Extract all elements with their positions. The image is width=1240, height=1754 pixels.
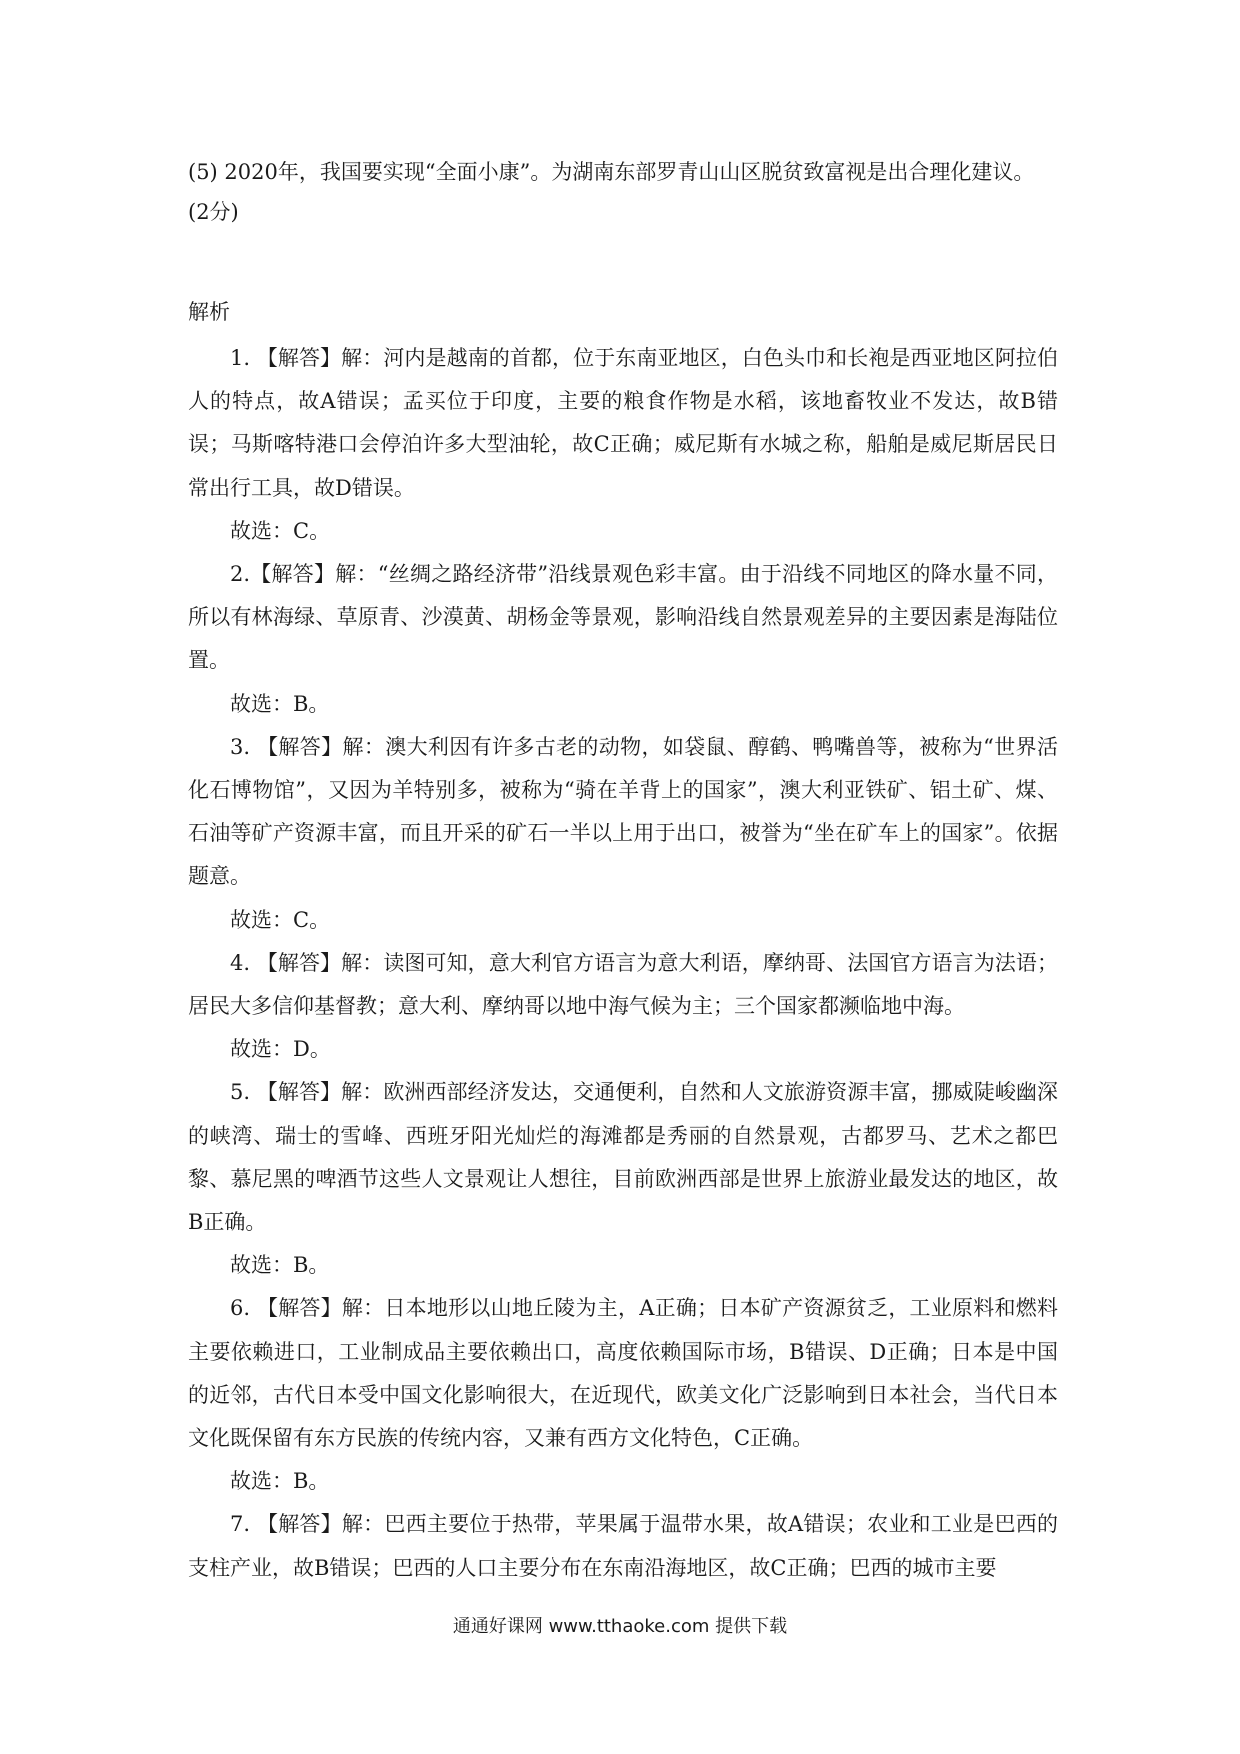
question-5-line-2: (2分) — [188, 200, 239, 224]
question-5-line-1: (5) 2020年，我国要实现“全面小康”。为湖南东部罗青山山区脱贫致富视是出合理化建议。 — [188, 160, 1035, 184]
answer-1: 1. 【解答】解：河内是越南的首都，位于东南亚地区，白色头巾和长袍是西亚地区阿拉伯人的特点，故A错误；孟买位于印度，主要的粮食作物是水稻，该地畜牧业不发达，故B错误；马斯喀特港口会停泊许多大型油轮，故C正确；威尼斯有水城之称，船舶是威尼斯居民日常出行工具，故D错误。 — [188, 346, 1058, 500]
page-footer: 通通好课网 www.tthaoke.com 提供下载 — [452, 1616, 788, 1637]
answer-3-result: 故选：C。 — [230, 907, 331, 932]
answer-4: 4. 【解答】解：读图可知，意大利官方语言为意大利语，摩纳哥、法国官方语言为法语；居民大多信仰基督教；意大利、摩纳哥以地中海气候为主；三个国家都濒临地中海。 — [188, 950, 1058, 1019]
answer-5: 5. 【解答】解：欧洲西部经济发达，交通便利，自然和人文旅游资源丰富，挪威陡峻幽深的峡湾、瑞士的雪峰、西班牙阳光灿烂的海滩都是秀丽的自然景观，古都罗马、艺术之都巴黎、慕尼黑的啤酒节这些人文景观让人想往，目前欧洲西部是世界上旅游业最发达的地区，故B正确。 — [188, 1080, 1058, 1235]
answer-2: 2.【解答】解：“丝绸之路经济带”沿线景观色彩丰富。由于沿线不同地区的降水量不同，所以有林海绿、草原青、沙漠黄、胡杨金等景观，影响沿线自然景观差异的主要因素是海陆位置。 — [188, 562, 1058, 673]
question-5 — [188, 152, 1068, 232]
answer-1-result: 故选：C。 — [230, 518, 331, 543]
analysis-heading: 解析 — [188, 300, 230, 324]
answer-3: 3. 【解答】解：澳大利因有许多古老的动物，如袋鼠、醇鹤、鸭嘴兽等，被称为“世界活化石博物馆”，又因为羊特别多，被称为“骑在羊背上的国家”，澳大利亚铁矿、铝土矿、煤、石油等矿产资源丰富，而且开采的矿石一半以上用于出口，被誉为“坐在矿车上的国家”。依据题意。 — [188, 734, 1058, 889]
answer-7: 7. 【解答】解：巴西主要位于热带，苹果属于温带水果，故A错误；农业和工业是巴西的支柱产业，故B错误；巴西的人口主要分布在东南沿海地区，故C正确；巴西的城市主要 — [188, 1512, 1058, 1580]
answer-6-result: 故选：B。 — [230, 1469, 330, 1494]
answer-5-result: 故选：B。 — [230, 1253, 330, 1278]
answer-6: 6. 【解答】解：日本地形以山地丘陵为主，A正确；日本矿产资源贫乏，工业原料和燃料主要依赖进口，工业制成品主要依赖出口，高度依赖国际市场，B错误、D正确；日本是中国的近邻，古代日本受中国文化影响很大，在近现代，欧美文化广泛影响到日本社会，当代日本文化既保留有东方民族的传统内容，又兼有西方文化特色，C正确。 — [188, 1296, 1058, 1451]
answer-4-result: 故选：D。 — [230, 1037, 331, 1062]
answer-2-result: 故选：B。 — [230, 691, 330, 716]
answer-list — [188, 337, 1058, 1590]
